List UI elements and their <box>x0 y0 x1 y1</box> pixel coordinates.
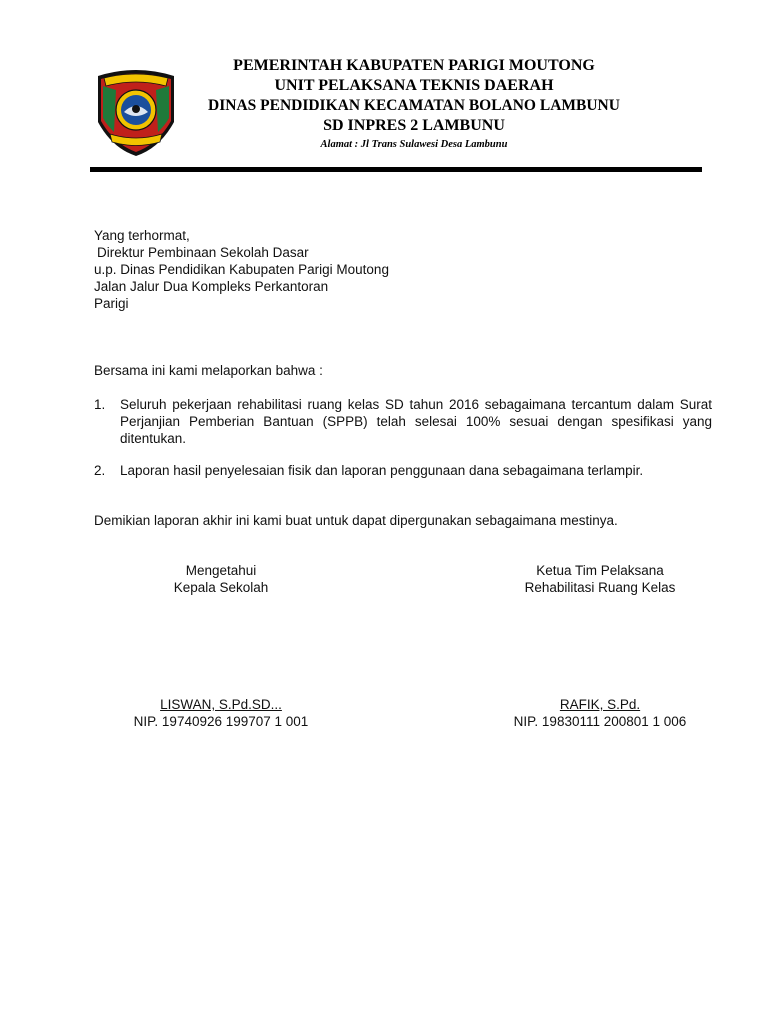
body-intro: Bersama ini kami melaporkan bahwa : <box>94 363 323 378</box>
list-item-text: Seluruh pekerjaan rehabilitasi ruang kelas SD tahun 2016 sebagaimana tercantum dalam Surat Perjanjian Pemberian Bantuan (SPPB) telah selesai 100% sesuai dengan spesifikasi yang ditentukan. <box>120 397 712 446</box>
body-closing: Demikian laporan akhir ini kami buat untuk dapat dipergunakan sebagaimana mestinya. <box>94 513 618 528</box>
recipient-line: Jalan Jalur Dua Kompleks Perkantoran <box>94 279 329 294</box>
signature-left-role: Mengetahui <box>185 563 257 578</box>
signature-right-title: Rehabilitasi Ruang Kelas <box>524 580 676 595</box>
list-item-number: 2. <box>94 463 106 478</box>
list-item-number: 1. <box>94 397 106 412</box>
letterhead-unit: UNIT PELAKSANA TEKNIS DAERAH <box>274 77 554 94</box>
recipient-line: Direktur Pembinaan Sekolah Dasar <box>97 245 309 260</box>
signature-left-nip: NIP. 19740926 199707 1 001 <box>133 714 309 729</box>
recipient-city: Parigi <box>94 296 129 311</box>
signature-left-name: LISWAN, S.Pd.SD... <box>160 697 282 712</box>
letterhead-address: Alamat : Jl Trans Sulawesi Desa Lambunu <box>320 139 508 150</box>
signature-left-title: Kepala Sekolah <box>173 580 269 595</box>
letterhead-government: PEMERINTAH KABUPATEN PARIGI MOUTONG <box>233 57 595 74</box>
recipient-greeting: Yang terhormat, <box>94 228 190 243</box>
signature-right-nip: NIP. 19830111 200801 1 006 <box>513 714 687 729</box>
list-item <box>94 462 712 479</box>
list-item <box>94 396 712 447</box>
recipient-line: u.p. Dinas Pendidikan Kabupaten Parigi Moutong <box>94 262 389 277</box>
letterhead-department: DINAS PENDIDIKAN KECAMATAN BOLANO LAMBUNU <box>208 97 620 114</box>
signature-right-role: Ketua Tim Pelaksana <box>536 563 664 578</box>
signature-right-name: RAFIK, S.Pd. <box>559 697 641 712</box>
letterhead-divider <box>90 167 702 172</box>
letterhead-school: SD INPRES 2 LAMBUNU <box>323 117 505 134</box>
list-item-text: Laporan hasil penyelesaian fisik dan laporan penggunaan dana sebagaimana terlampir. <box>120 463 644 478</box>
